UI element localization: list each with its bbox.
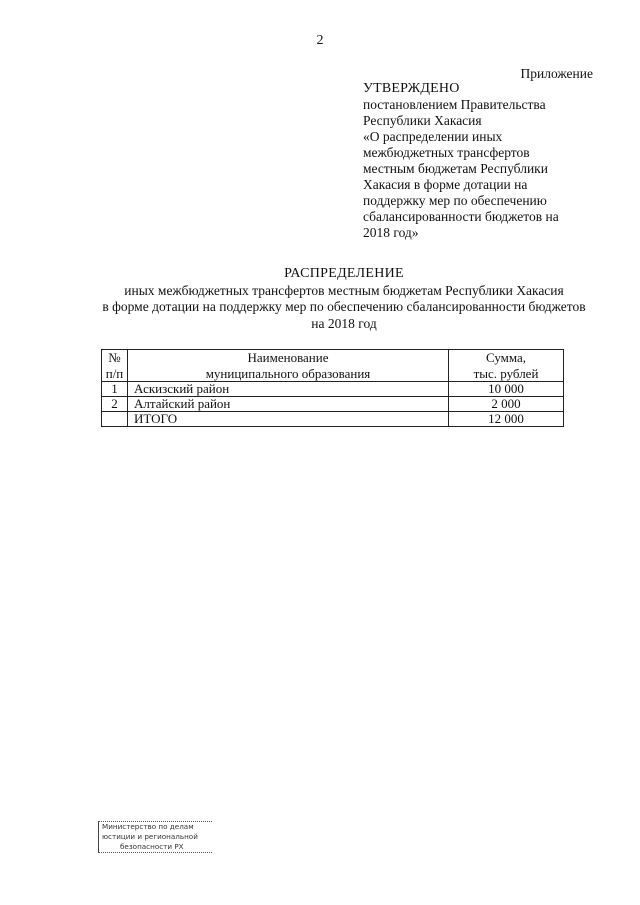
table-row xyxy=(102,382,564,397)
approval-line: местным бюджетам Республики xyxy=(363,161,548,176)
approval-line: Хакасия в форме дотации на xyxy=(363,177,528,192)
total-num xyxy=(102,412,128,427)
header-name-line2: муниципального образования xyxy=(205,365,371,381)
row-num: 1 xyxy=(102,382,128,397)
header-sum-line2: тыс. рублей xyxy=(473,365,539,381)
header-sum xyxy=(449,350,564,382)
registration-stamp xyxy=(98,821,212,853)
heading-line: иных межбюджетных трансфертов местным бюджетам Республики Хакасия xyxy=(124,282,564,298)
header-num xyxy=(102,350,128,382)
approval-block xyxy=(363,81,559,241)
table-row xyxy=(102,397,564,412)
document-heading xyxy=(0,266,640,332)
appendix-label: Приложение xyxy=(520,66,593,81)
approval-line: постановлением Правительства xyxy=(363,97,546,112)
header-num-line2: п/п xyxy=(105,365,124,381)
total-label: ИТОГО xyxy=(128,412,449,427)
table-total-row xyxy=(102,412,564,427)
row-num: 2 xyxy=(102,397,128,412)
row-sum: 10 000 xyxy=(449,382,564,397)
row-name: Аскизский район xyxy=(128,382,449,397)
approval-line: Республики Хакасия xyxy=(363,113,482,128)
row-name: Алтайский район xyxy=(128,397,449,412)
heading-line: на 2018 год xyxy=(311,315,377,331)
header-name-line1: Наименование xyxy=(247,350,329,365)
approval-line: 2018 год» xyxy=(363,225,419,240)
header-name xyxy=(128,350,449,382)
header-num-line1: № xyxy=(108,350,121,365)
approval-line: межбюджетных трансфертов xyxy=(363,145,530,160)
page-number: 2 xyxy=(316,33,324,48)
approval-line: поддержку мер по обеспечению xyxy=(363,193,547,208)
heading-line: в форме дотации на поддержку мер по обеспечению сбалансированности бюджетов xyxy=(102,299,586,314)
row-sum: 2 000 xyxy=(449,397,564,412)
document-title: РАСПРЕДЕЛЕНИЕ xyxy=(284,266,404,281)
total-sum: 12 000 xyxy=(449,412,564,427)
stamp-line: Министерство по делам xyxy=(102,822,194,831)
table-header-row xyxy=(102,350,564,382)
distribution-table xyxy=(101,349,564,427)
approval-line: сбалансированности бюджетов на xyxy=(363,209,559,224)
approval-line: «О распределении иных xyxy=(363,129,503,144)
stamp-line: безопасности РХ xyxy=(120,842,184,851)
stamp-line: юстиции и региональной xyxy=(102,832,198,841)
header-sum-line1: Сумма, xyxy=(485,350,527,365)
approval-title: УТВЕРЖДЕНО xyxy=(363,81,460,96)
